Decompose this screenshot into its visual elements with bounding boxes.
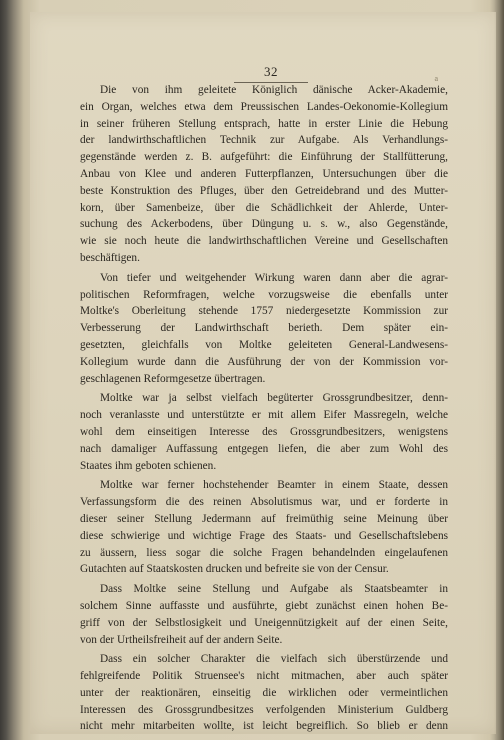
text-line: nicht mehr mitarbeiten wollte, ist leicht begreiflich. So blieb er denn [80, 720, 448, 733]
text-line: nach damaliger Auffassung entgegen liefen, die aber zum Wohl des [80, 442, 448, 455]
text-line: Moltke's Oberleitung stehende 1757 niedergesetzte Kommission zur [80, 305, 448, 318]
text-line: Von tiefer und weitgehender Wirkung waren dann aber die agrar- [100, 271, 448, 284]
body-text [80, 82, 448, 735]
text-line: von der Urtheilsfreiheit auf der andern Seite. [80, 633, 283, 646]
text-line: geschlagenen Reformgesetze übertragen. [80, 372, 266, 385]
text-line: Verbesserung der Landwirthschaft berieth. Dem später ein- [80, 322, 448, 335]
paragraph [80, 270, 448, 388]
text-line: Anbau von Klee und anderen Futterpflanzen, Untersuchungen über die [80, 167, 448, 180]
text-line: der landwirthschaftlichen Technik zur Aufgabe. Als Verhandlungs- [80, 134, 448, 147]
text-line: griff von der Selbstlosigkeit und Uneigennützigkeit auf der einen Seite, [80, 616, 448, 629]
text-line: ein Organ, welches etwa dem Preussischen Landes-Oekonomie-Kollegium [80, 100, 448, 113]
paragraph [80, 82, 448, 267]
text-line: wohl dem einseitigen Interesse des Grossgrundbesitzers, wenigstens [80, 425, 448, 438]
text-line: Dass Moltke seine Stellung und Aufgabe als Staatsbeamter in [100, 583, 448, 596]
paragraph [80, 390, 448, 474]
text-line: zu äussern, liess sogar die solche Fragen behandelnden eingelaufenen [80, 546, 448, 559]
text-line: Die von ihm geleitete Königlich dänische Acker-Akademie, [100, 84, 448, 96]
text-line: Staates ihm geboten schienen. [80, 459, 217, 472]
text-line: Kollegium wurde dann die Ausführung der von der Kommission vor- [80, 355, 448, 368]
text-line: gesetzten, gleichfalls von Moltke geleiteten General-Landwesens- [80, 338, 448, 351]
text-line: fehlgreifende Politik Struensee's nicht mitmachen, aber auch später [80, 670, 448, 683]
text-line: wie sie noch heute die landwirthschaftlichen Vereine und Gesellschaften [80, 235, 448, 248]
page-edge-shadow [494, 0, 504, 740]
text-line: diese schwierige und wichtige Frage des Staats- und Gesellschaftslebens [80, 529, 448, 542]
text-line: in seiner früheren Stellung entsprach, hatte in erster Linie die Hebung [80, 117, 448, 130]
paragraph [80, 581, 448, 648]
text-line: Interessen des Grossgrundbesitzes verfolgenden Ministerium Guldberg [80, 703, 448, 716]
text-line: Moltke war ja selbst vielfach begüterter Grossgrundbesitzer, denn- [100, 392, 448, 405]
text-line: Verfassungsform die des reinen Absolutismus war, und er forderte in [80, 496, 448, 509]
text-line: Gutachten auf Staatskosten drucken und befreite sie von der Censur. [80, 563, 389, 576]
text-line: gegenstände werden z. B. aufgeführt: die Einführung der Stallfütterung, [80, 151, 448, 164]
page-number: 32 [38, 64, 504, 83]
paragraph [80, 651, 448, 735]
text-line: unter der reaktionären, einseitig die wirklichen oder vermeintlichen [80, 686, 448, 699]
text-line: Moltke war ferner hochstehender Beamter in einem Staate, dessen [100, 479, 448, 492]
text-line: korn, über Samenbeize, über die Schädlichkeit der Ahlerde, Unter- [80, 201, 448, 214]
text-line: dieser seiner Stellung Jedermann auf freimüthig seine Meinung über [80, 512, 448, 525]
text-line: noch veranlasste und unterstützte er mit allem Eifer Massregeln, welche [80, 409, 448, 422]
paragraph [80, 477, 448, 578]
text-line: politischen Reformfragen, welche vorzugsweise die ebenfalls unter [80, 288, 448, 301]
text-line: beschäftigen. [80, 251, 140, 264]
text-line: solchem Sinne auffasste und ausführte, giebt zunächst einen hohen Be- [80, 599, 448, 612]
corner-mark: a [434, 74, 438, 83]
text-line: suchung des Ackerbodens, über Düngung u. s. w., also Gegenstände, [80, 218, 448, 231]
text-line: Dass ein solcher Charakter die vielfach sich überstürzende und [100, 653, 448, 666]
text-line: beste Konstruktion des Pfluges, über den Getreidebrand und des Mutter- [80, 184, 448, 197]
